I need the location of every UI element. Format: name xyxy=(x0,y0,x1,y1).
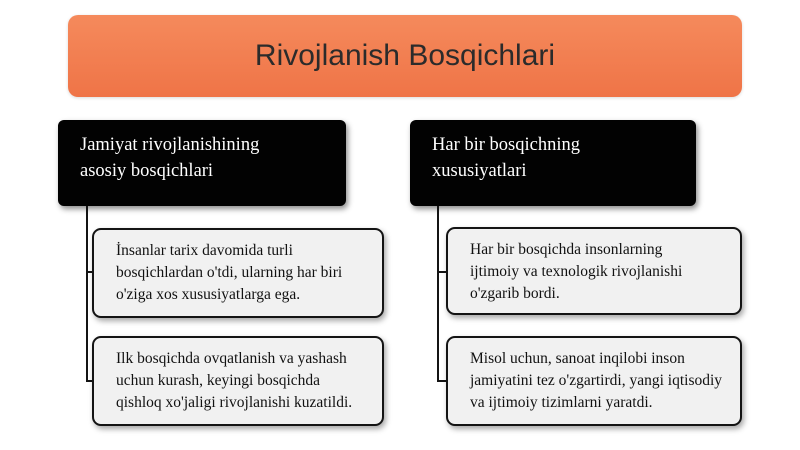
left-card-1: İnsanlar tarix davomida turli bosqichlardan o'tdi, ularning har biri o'ziga xos xususiyatlarga ega. xyxy=(92,228,384,318)
left-connector-vertical xyxy=(86,206,88,382)
title-banner xyxy=(68,15,742,97)
left-header-box: Jamiyat rivojlanishining asosiy bosqichlari xyxy=(58,120,346,206)
right-connector-vertical xyxy=(437,206,439,382)
right-header-box: Har bir bosqichning xususiyatlari xyxy=(410,120,696,206)
left-card-2: Ilk bosqichda ovqatlanish va yashash uchun kurash, keyingi bosqichda qishloq xo'jaligi rivojlanishi kuzatildi. xyxy=(92,336,384,426)
right-card-2: Misol uchun, sanoat inqilobi inson jamiyatini tez o'zgartirdi, yangi iqtisodiy va ijtimoiy tizimlarni yaratdi. xyxy=(446,336,742,426)
right-card-1: Har bir bosqichda insonlarning ijtimoiy va texnologik rivojlanishi o'zgarib bordi. xyxy=(446,227,742,315)
diagram-title: Rivojlanish Bosqichlari xyxy=(254,39,556,72)
